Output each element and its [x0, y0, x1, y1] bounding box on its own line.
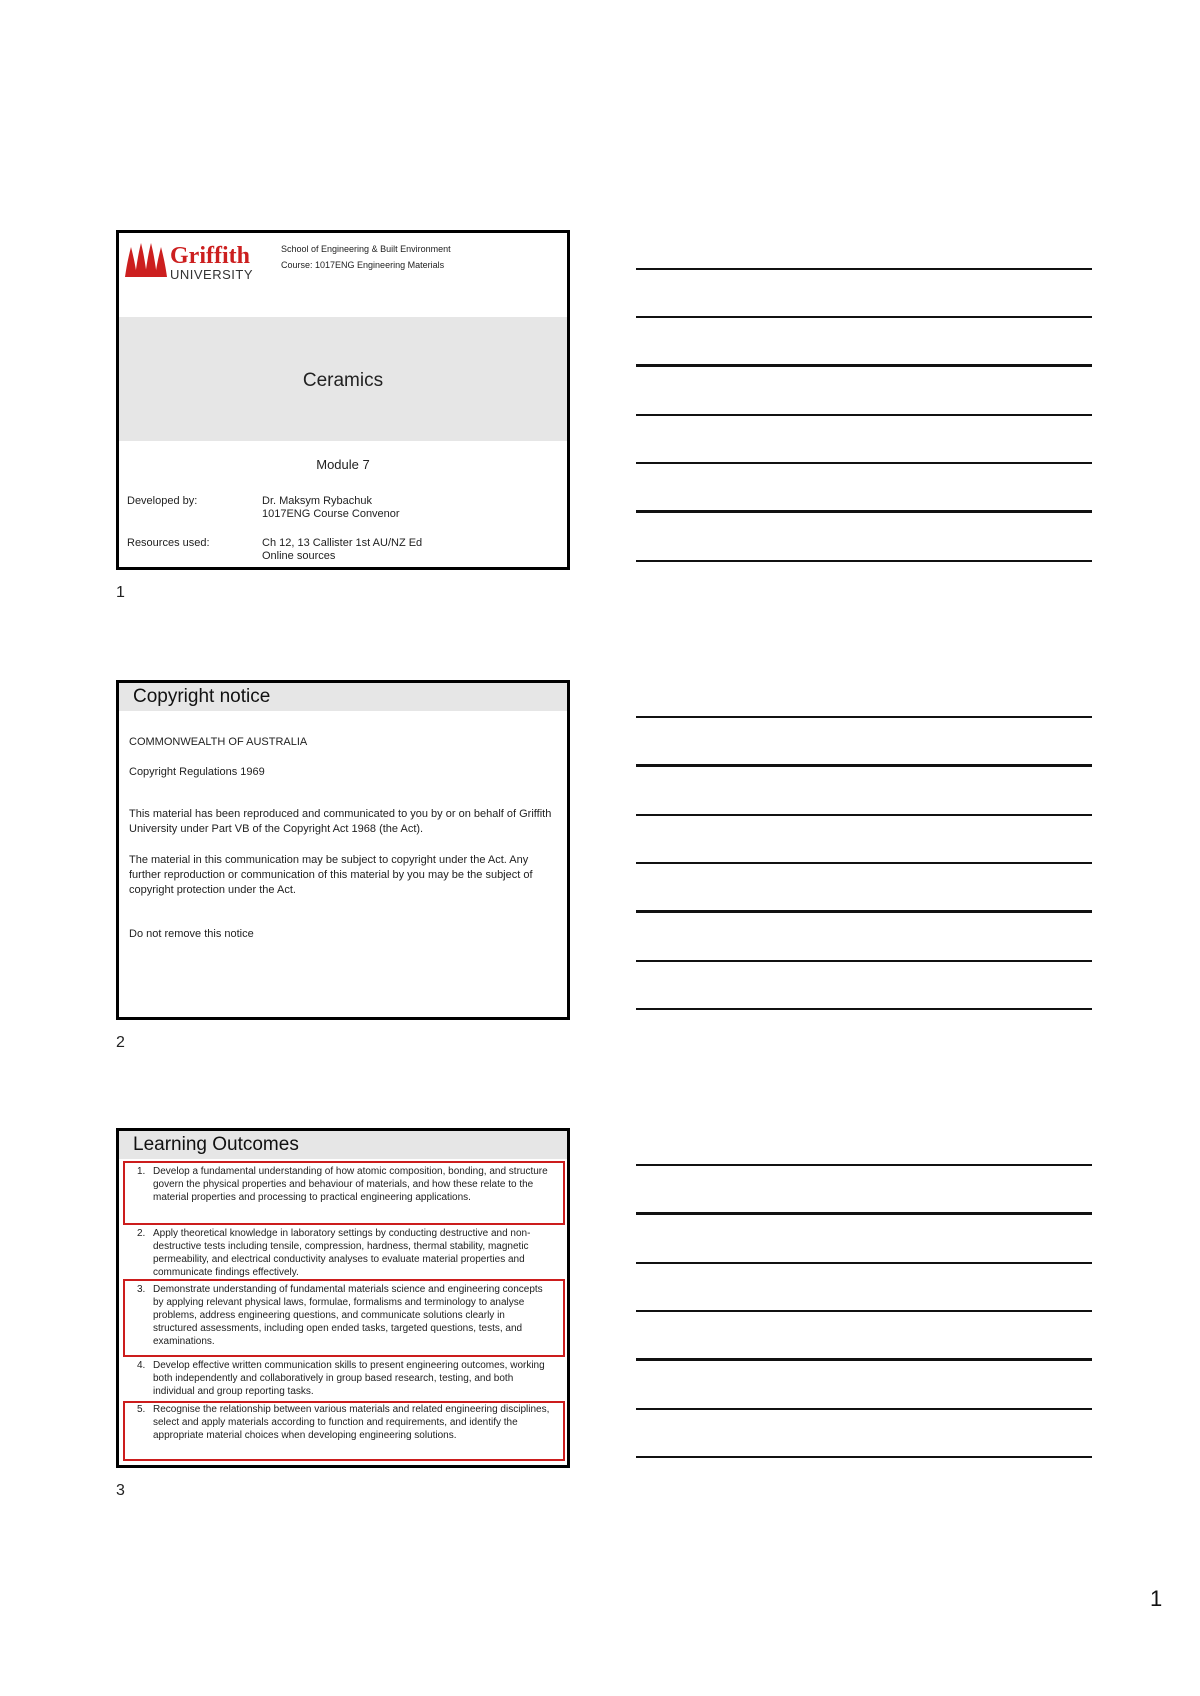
course-line: Course: 1017ENG Engineering Materials: [281, 260, 445, 270]
outcome-number: 3.: [137, 1284, 146, 1295]
outcome-number: 4.: [137, 1360, 146, 1371]
note-line: [636, 316, 1092, 318]
outcome-text: Develop a fundamental understanding of how atomic composition, bonding, and structure govern the physical properties and behaviour of materials, and how these relate to the material properties and processing to practical engineering applications.: [153, 1166, 548, 1203]
slide-title-bar: [119, 683, 567, 711]
note-line: [636, 1212, 1092, 1215]
note-line: [636, 510, 1092, 513]
slide-2: [116, 680, 570, 1020]
outcome-text: Develop effective written communication skills to present engineering outcomes, working both independently and collaboratively in group based research, testing, and both individual and group reporting tasks.: [153, 1360, 545, 1397]
developed-by-label: Developed by:: [127, 495, 198, 507]
slide-title: Learning Outcomes: [133, 1134, 299, 1155]
page-number: 1: [1150, 1586, 1163, 1611]
slide-header: [119, 233, 567, 317]
note-line: [636, 364, 1092, 367]
note-line: [636, 1456, 1092, 1458]
outcome-text: Demonstrate understanding of fundamental materials science and engineering concepts by applying relevant physical laws, formulae, formalisms and terminology to analyse problems, address engineering questions, and communicate solutions clearly in structured assessments, including open ended tasks, targeted questions, tests, and examinations.: [153, 1284, 543, 1347]
note-line: [636, 910, 1092, 913]
note-line: [636, 764, 1092, 767]
note-line: [636, 1310, 1092, 1312]
resources-value: [262, 537, 422, 563]
developer-name: Dr. Maksym Rybachuk: [262, 495, 373, 507]
griffith-flame-icon: [123, 241, 169, 279]
resource-line-2: Online sources: [262, 550, 336, 562]
outcome-number: 2.: [137, 1228, 146, 1239]
note-line: [636, 1008, 1092, 1010]
slide-title: Ceramics: [302, 370, 384, 391]
note-line: [636, 462, 1092, 464]
outcome-number: 1.: [137, 1166, 146, 1177]
title-band: [119, 317, 567, 441]
copyright-line-1: COMMONWEALTH OF AUSTRALIA: [129, 736, 308, 748]
copyright-paragraph-2: The material in this communication may be subject to copyright under the Act. Any further reproduction or communication of this material by you may be the subject of copyright protection under the Act.: [129, 854, 533, 896]
note-line: [636, 960, 1092, 962]
slide-title-bar: [119, 1131, 567, 1159]
outcome-text: Apply theoretical knowledge in laboratory settings by conducting destructive and non-destructive tests including tensile, compression, hardness, thermal stability, magnetic permeability, and electrical conductivity analyses to evaluate material properties and communicate findings effectively.: [153, 1228, 531, 1278]
slide-number: 2: [116, 1034, 125, 1051]
slide-title: Copyright notice: [133, 686, 271, 707]
developed-by-value: [262, 495, 400, 521]
school-line: School of Engineering & Built Environment: [281, 244, 451, 254]
griffith-logo: [123, 241, 265, 281]
slide-1: [116, 230, 570, 570]
school-info: [281, 241, 451, 273]
outcome-number: 5.: [137, 1404, 146, 1415]
slide-number: 3: [116, 1482, 125, 1499]
logo-wordmark: Griffith: [170, 243, 250, 269]
note-line: [636, 268, 1092, 270]
resources-label: Resources used:: [127, 537, 210, 549]
note-line: [636, 1164, 1092, 1166]
module-label: Module 7: [316, 457, 370, 472]
copyright-paragraph-1: This material has been reproduced and communicated to you by or on behalf of Griffith University under Part VB of the Copyright Act 1968 (the Act).: [129, 808, 552, 835]
copyright-line-3: Do not remove this notice: [129, 928, 254, 940]
note-line: [636, 814, 1092, 816]
note-line: [636, 716, 1092, 718]
logo-subtitle: UNIVERSITY: [170, 267, 254, 282]
outcome-text: Recognise the relationship between various materials and related engineering disciplines, select and apply materials according to function and requirements, and identify the appropriate material choices when developing engineering solutions.: [153, 1404, 550, 1441]
developer-role: 1017ENG Course Convenor: [262, 508, 400, 520]
note-line: [636, 414, 1092, 416]
note-line: [636, 1408, 1092, 1410]
resource-line-1: Ch 12, 13 Callister 1st AU/NZ Ed: [262, 537, 423, 549]
note-line: [636, 1358, 1092, 1361]
slide-3: [116, 1128, 570, 1468]
note-line: [636, 862, 1092, 864]
note-line: [636, 560, 1092, 562]
copyright-line-2: Copyright Regulations 1969: [129, 766, 265, 778]
slide-number: 1: [116, 584, 125, 601]
note-line: [636, 1262, 1092, 1264]
